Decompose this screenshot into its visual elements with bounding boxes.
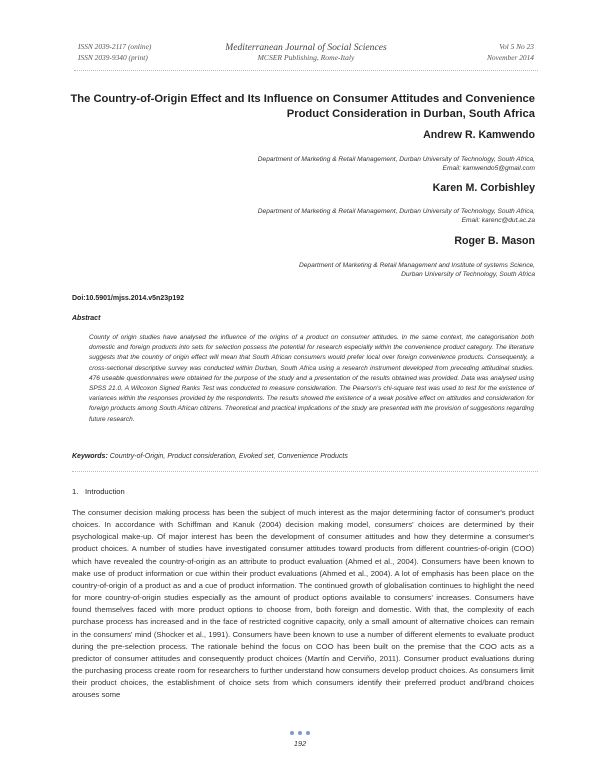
title-line-2: Product Consideration in Durban, South Africa (286, 107, 535, 120)
section-title: Introduction (85, 487, 125, 496)
author-email: Email: karenc@dut.ac.za (461, 217, 535, 225)
keywords-label: Keywords: (72, 453, 108, 460)
author-affiliation (258, 207, 535, 225)
affiliation-line: Department of Marketing & Retail Management, Durban University of Technology, South Africa, (257, 208, 535, 215)
author-name: Karen M. Corbishley (432, 182, 535, 194)
affiliation-line-2: Durban University of Technology, South Africa (401, 271, 535, 279)
section-body: The consumer decision making process has been the subject of much interest as the major determining factor of consumer's product choices. In accordance with Schiffman and Kanuk (2004) decision making model, consumers' choices are determined by their psychological make-up. Of major interest has been the development of consumer attitudes and how they determine a consumer's product choices. A number of studies have investigated consumer attitudes toward products from different countries-of-origin (COO) which have revealed the country-of-origin as an attribute to product evaluation (Ahmed et al., 2004). Consumers have been known to make use of product information or cue within their product evaluations (Ahmed et al., 2004). A lot of emphasis has been place on the country-of-origin of a product as and a cue of product information. The continued growth of globalisation continues to highlight the need for more country-of-origin studies especially as the amount of product options available to consumers' increases. Consumers have found themselves faced with more product options to choose from, both foreign and domestic. With that, the complexity of each purchase process has increased and in the face of restricted cognitive capacity, only a small amount of alternative choices can remain in the consumers' mind (Shocker et al., 1991). Consumers have been known to use a number of different elements to evaluate product during the pre-selection process. The rationale behind the focus on COO has been built on the premise that the COO acts as a predictor of consumer attitudes and consequently product choices (Martín and Cerviño, 2011). Consumer product evaluations during the purchasing process create room for researchers to further understand how consumers develop product choices. As consumers limit their product choices, the establishment of choice sets from which consumers identify their preferred product and/brand choices arouses some (72, 508, 534, 700)
author-affiliation (299, 261, 535, 279)
abstract-heading: Abstract (72, 315, 101, 322)
issue-block (487, 42, 534, 63)
header-divider (74, 70, 538, 71)
author-name: Roger B. Mason (454, 235, 535, 247)
section-number: 1. (72, 487, 79, 496)
running-header (78, 42, 534, 68)
abstract-text: County of origin studies have analysed the influence of the origins of a product on consumer attitudes. In the same context, the categorisation both domestic and foreign products into sets for selection possess the potential for research especially within the convenience product category. The literature suggests that the country of origin effect will mean that South African consumers would prefer local over foreign convenience products. Consequently, a cross-sectional descriptive survey was conducted within Durban, South Africa using a research instrument developed from preceding attitudinal studies. 476 useable questionnaires were obtained for the purpose of the study and a presentation of the results obtained was provided. Data was analysed using SPSS 21.0. A Wilcoxon Signed Ranks Test was conducted to measure consideration. The Pearson's chi-square test was used to test for the existence of variances within the responses provided by the respondents. The results showed the existence of a weak positive effect on attitudes and consideration for foreign products among South African citizens. Theoretical and practical implications of the study are presented with the provision of suggestions regarding future research. (89, 334, 534, 423)
title-line-1: The Country-of-Origin Effect and Its Influence on Consumer Attitudes and Convenience (70, 93, 535, 105)
keywords-list: Country-of-Origin, Product consideration, Evoked set, Convenience Products (109, 453, 348, 460)
section-heading (72, 487, 125, 496)
journal-block (78, 42, 534, 64)
footer-dots-icon (0, 731, 600, 735)
publisher: MCSER Publishing, Rome-Italy (257, 53, 355, 62)
affiliation-line: Department of Marketing & Retail Management and Institute of systems Science, (298, 262, 535, 269)
author-name: Andrew R. Kamwendo (423, 129, 535, 141)
affiliation-line: Department of Marketing & Retail Management, Durban University of Technology, South Africa, (257, 156, 535, 163)
abstract-divider (72, 471, 538, 472)
page-number: 192 (293, 739, 307, 748)
author-email: Email: kamwendo5@gmail.com (442, 165, 535, 173)
paper-title (70, 92, 535, 121)
journal-title: Mediterranean Journal of Social Sciences (225, 42, 387, 53)
issn-online: ISSN 2039-2117 (online) (78, 42, 152, 51)
keywords (72, 453, 348, 460)
issue-date: November 2014 (486, 52, 534, 62)
volume: Vol 5 No 23 (499, 42, 534, 51)
author-affiliation (258, 155, 535, 173)
issn-print: ISSN 2039-9340 (print) (78, 52, 148, 62)
doi: Doi:10.5901/mjss.2014.v5n23p192 (72, 295, 185, 302)
